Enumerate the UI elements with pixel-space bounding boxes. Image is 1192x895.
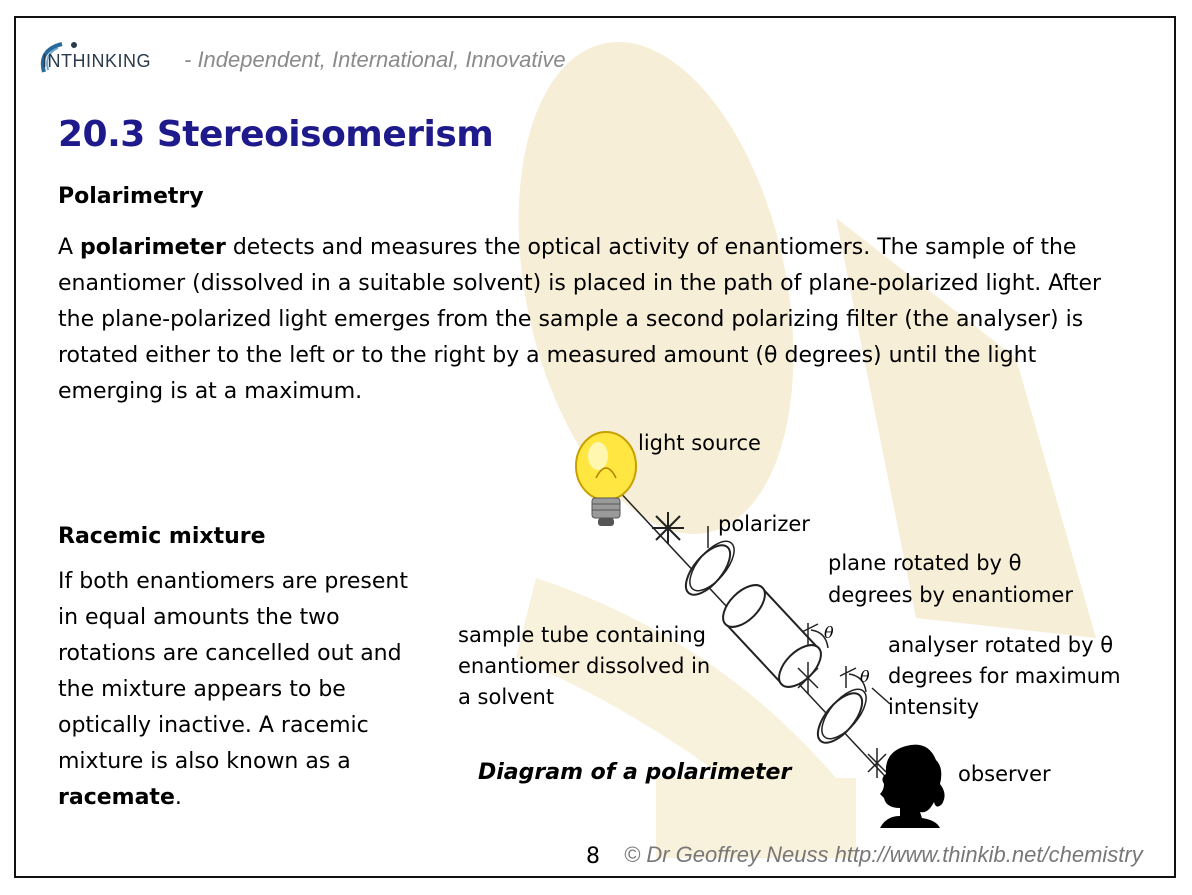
polarimetry-paragraph xyxy=(58,230,1138,410)
analyser-label-line1: analyser rotated by θ xyxy=(888,633,1114,657)
plane-rotated-label-line2: degrees by enantiomer xyxy=(828,583,1073,607)
observer-label: observer xyxy=(958,762,1051,786)
plane-rotated-label-line1: plane rotated by θ xyxy=(828,551,1022,575)
polarimeter-term: polarimeter xyxy=(80,235,226,260)
theta-symbol-1: θ xyxy=(824,623,834,642)
sample-tube-label-line1: sample tube containing xyxy=(458,623,706,647)
unpolarized-light-star xyxy=(652,512,684,544)
light-bulb-icon xyxy=(576,432,636,526)
racemic-text: If both enantiomers are present in equal amounts the two rotations are cancelled out and the mixture appears to be optically inactive. A racemic mixture is also known as a xyxy=(58,569,408,774)
page-title: 20.3 Stereoisomerism xyxy=(58,114,494,155)
para-rest: detects and measures the optical activity of enantiomers. The sample of the enantiomer (dissolved in a suitable solvent) is placed in the path of plane-polarized light. After the plane-polarized light emerges from the sample a second polarizing filter (the analyser) is rotated either to the left or to the right by a measured amount (θ degrees) until the light emerging is at a maximum. xyxy=(58,235,1102,404)
analyser-label-line2: degrees for maximum xyxy=(888,664,1121,688)
sample-tube-label-line2: enantiomer dissolved in xyxy=(458,654,711,678)
polarizer-label: polarizer xyxy=(718,512,810,536)
copyright-footer: © Dr Geoffrey Neuss http://www.thinkib.net/chemistry xyxy=(624,842,1143,867)
logo-text: INTHINKING xyxy=(42,51,152,71)
tagline: - Independent, International, Innovative xyxy=(184,47,566,72)
sample-tube xyxy=(716,578,829,695)
polarimetry-heading: Polarimetry xyxy=(58,184,204,209)
racemic-end: . xyxy=(174,785,182,810)
page-number: 8 xyxy=(586,844,600,869)
theta-symbol-2: θ xyxy=(860,667,870,686)
para-start: A xyxy=(58,235,81,260)
observer-icon xyxy=(876,738,956,828)
slide xyxy=(14,16,1176,878)
racemic-heading: Racemic mixture xyxy=(58,524,266,549)
diagram-caption: Diagram of a polarimeter xyxy=(478,760,792,785)
analyser-label-line3: intensity xyxy=(888,695,980,719)
racemate-term: racemate xyxy=(58,785,175,810)
racemic-paragraph xyxy=(58,564,418,816)
light-source-label: light source xyxy=(638,431,761,455)
sample-tube-label-line3: a solvent xyxy=(458,685,555,709)
